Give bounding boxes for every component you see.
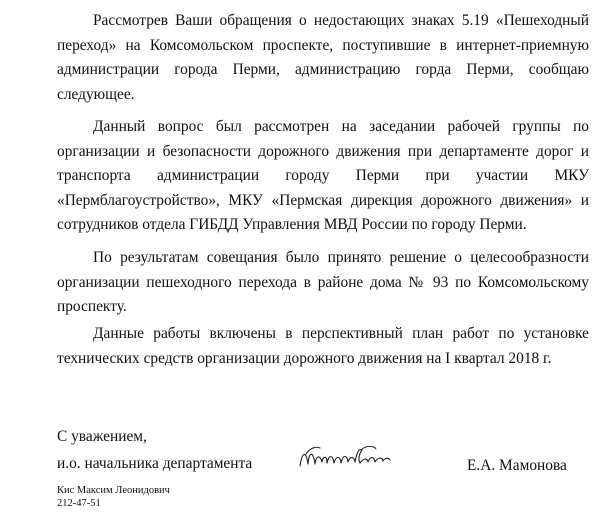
paragraph-4: Данные работы включены в перспективный план работ по установке технических средств организации дорожного движения на I квартал 2018 г.	[57, 325, 589, 367]
paragraph-3: По результатам совещания было принято решение о целесообразности организации пешеходного перехода в районе дома № 93 по Комсомольскому проспекту.	[57, 249, 589, 316]
closing-greeting: С уважением,	[57, 428, 147, 445]
signer-position: и.о. начальника департамента	[57, 455, 253, 472]
executor-name: Кис Максим Леонидович	[57, 485, 170, 496]
handwritten-signature	[296, 442, 406, 472]
paragraph-1: Рассмотрев Ваши обращения о недостающих знаках 5.19 «Пешеходный переход» на Комсомольском проспекте, поступившие в интернет-приемную администрации города Перми, администрацию горда Перми, сообщаю следующее.	[57, 12, 589, 103]
executor-phone: 212-47-51	[57, 498, 101, 509]
paragraph-2: Данный вопрос был рассмотрен на заседании рабочей группы по организации и безопасности дорожного движения при департаменте дорог и транспорта администрации городу Перми при участии МКУ «Пермблагоустройство», МКУ «Пермская дирекция дорожного движения» и сотрудников отдела ГИБДД Управления МВД России по городу Перми.	[57, 118, 589, 234]
signer-name: Е.А. Мамонова	[467, 457, 567, 474]
